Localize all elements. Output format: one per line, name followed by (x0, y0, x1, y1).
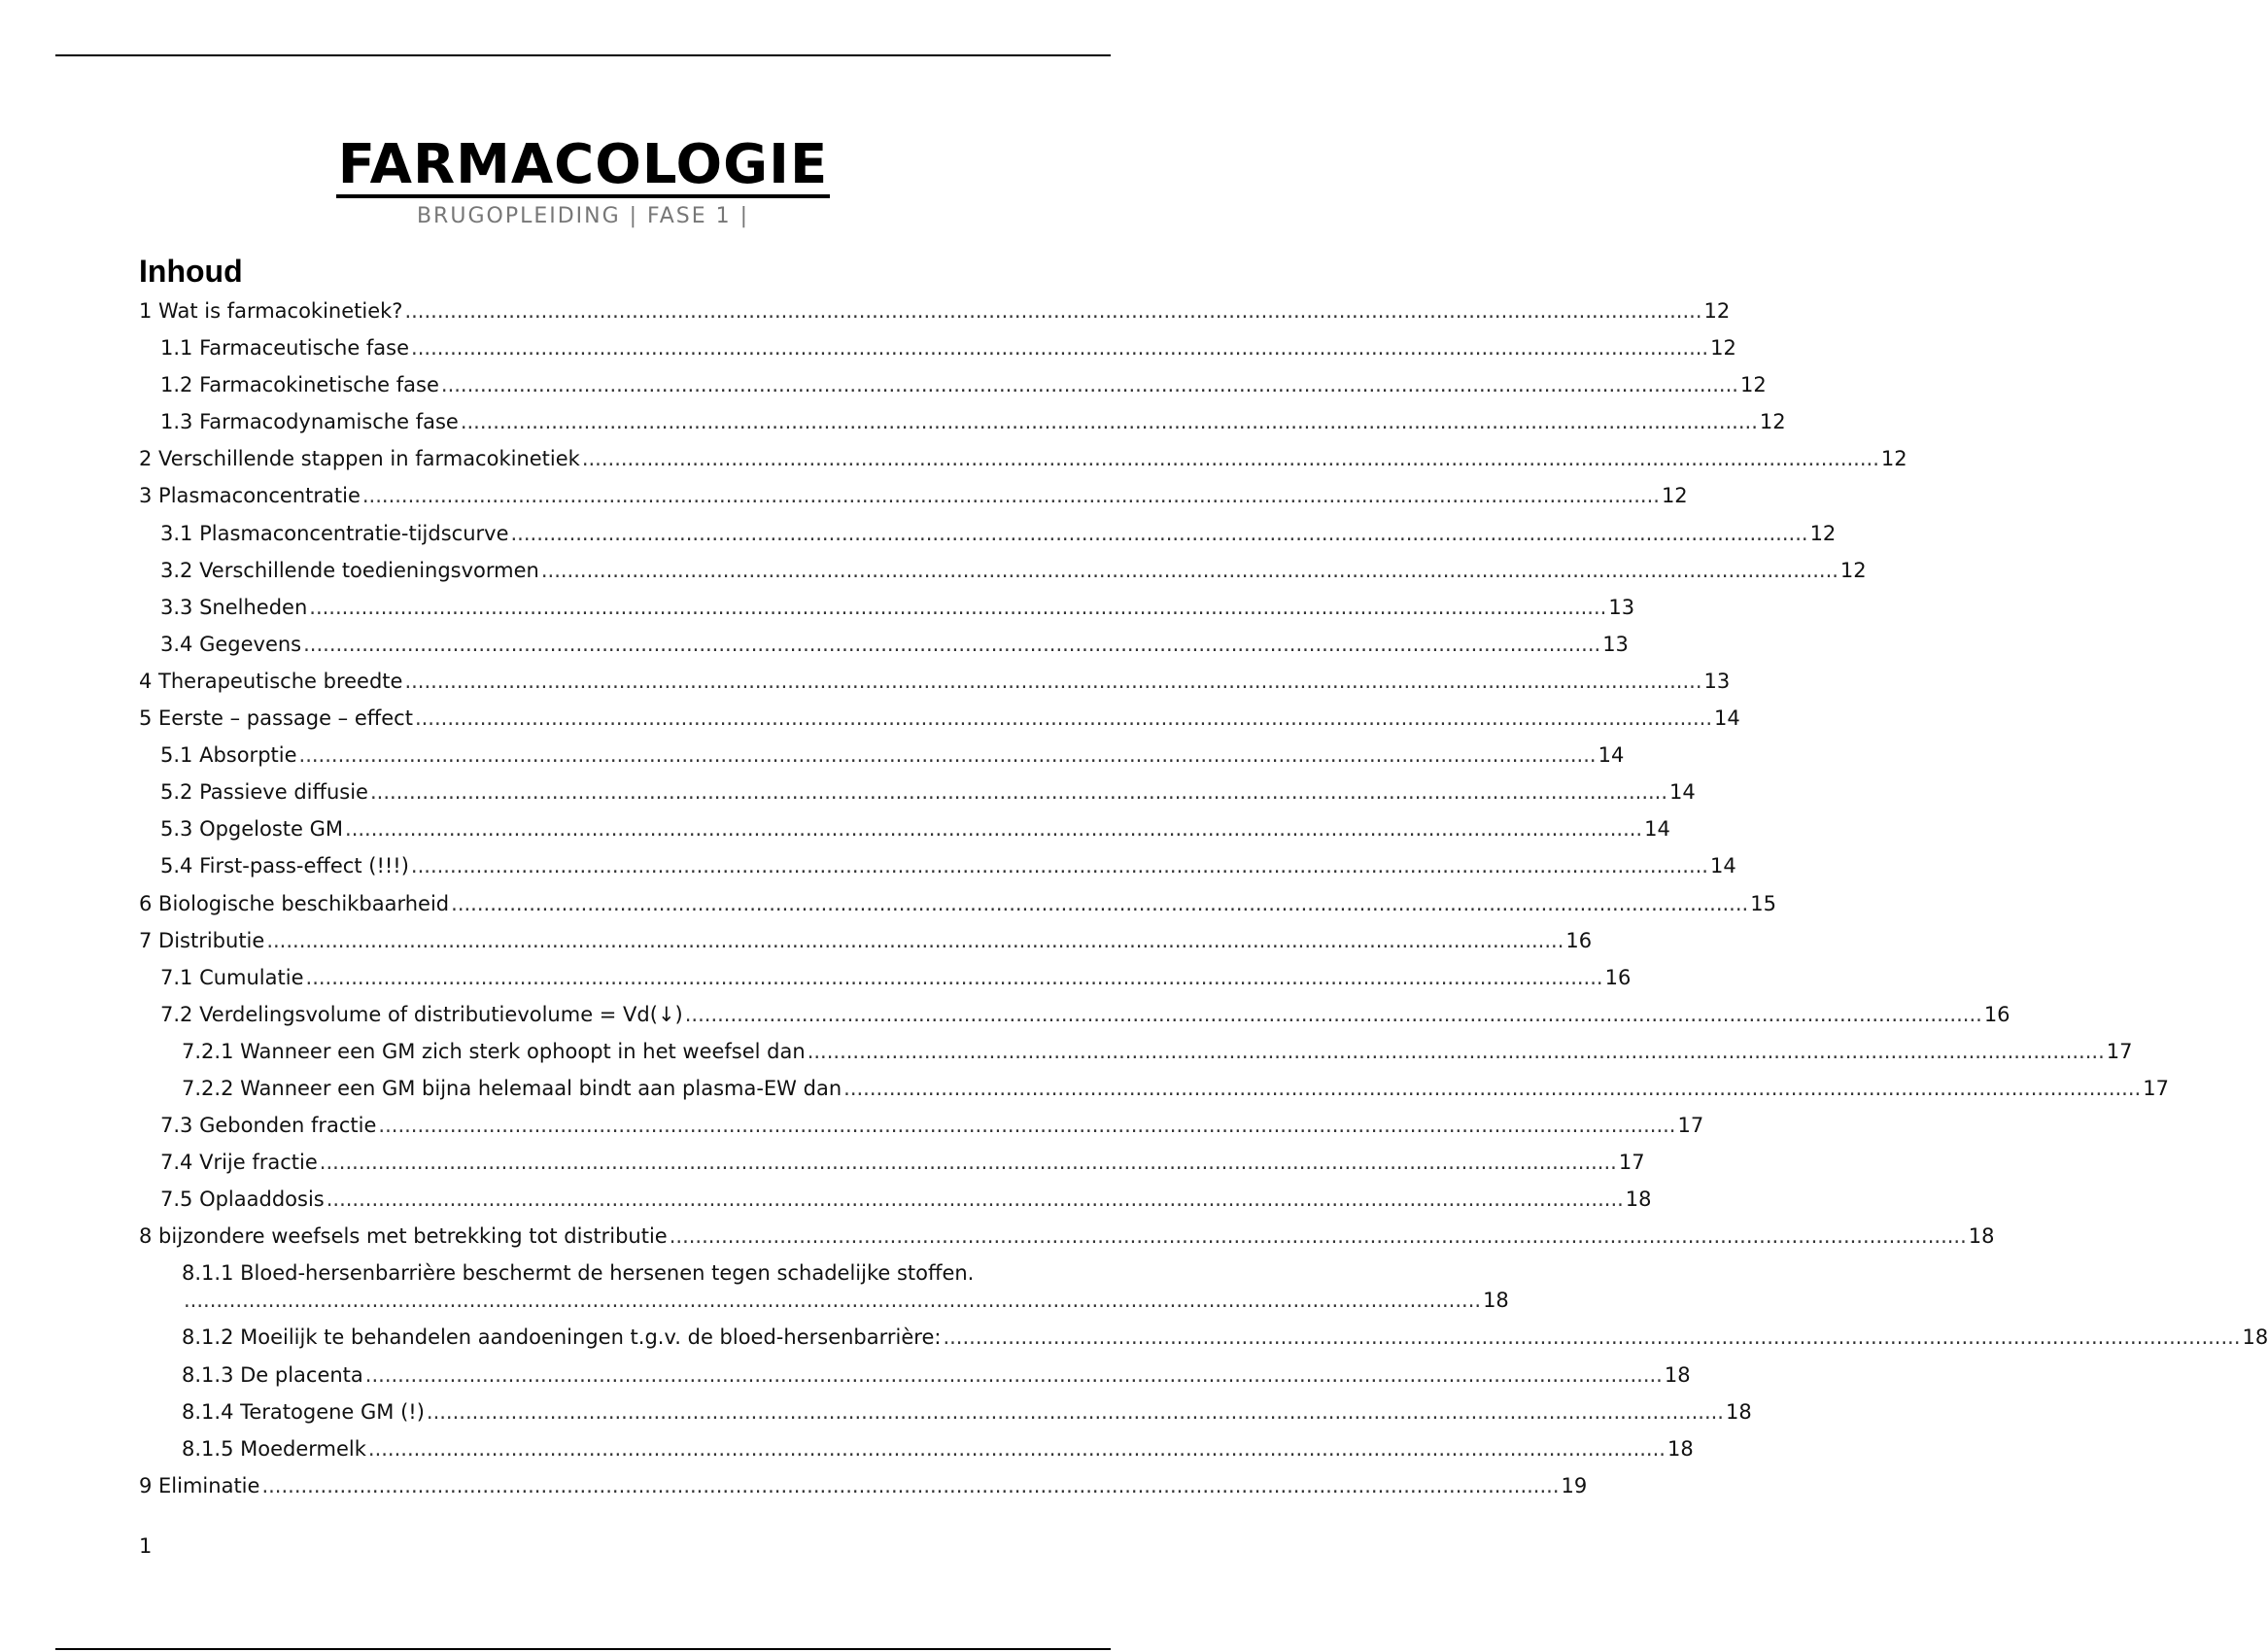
toc-entry-text: 7.4 Vrije fractie (160, 1151, 318, 1175)
toc-entry-4[interactable] (139, 668, 1731, 705)
toc-entry-text: 8.1.4 Teratogene GM (!) (182, 1399, 425, 1424)
toc-dot-leader: ........................................................................................................................................................................................................ (451, 891, 1749, 915)
toc-dot-leader: ........................................................................................................................................................................................................ (378, 1114, 1676, 1138)
toc-entry-text: 8.1.2 Moeilijk te behandelen aandoeningen t.g.v. de bloed-hersenbarrière: (182, 1325, 942, 1350)
toc-page-number: 12 (1880, 447, 1907, 471)
toc-dot-leader: ........................................................................................................................................................................................................ (266, 928, 1564, 952)
toc-entry-text: 5 Eerste – passage – effect (139, 706, 413, 731)
toc-page-number: 13 (1703, 669, 1731, 693)
toc-wrap-line (182, 1287, 1509, 1314)
toc-entry-text: 5.2 Passieve diffusie (160, 780, 368, 805)
toc-entry-1[interactable] (139, 297, 1731, 334)
toc-page-number: 14 (1709, 854, 1736, 878)
toc-entry-text: 7.2 Verdelingsvolume of distributievolume = Vd(↓) (160, 1002, 683, 1026)
toc-entry-text: 7.2.1 Wanneer een GM zich sterk ophoopt in het weefsel dan (182, 1039, 806, 1063)
toc-heading: Inhoud (139, 254, 243, 289)
toc-entry-7-2-2[interactable] (139, 1075, 2169, 1112)
toc-page-number: 18 (2242, 1325, 2268, 1350)
page-number: 1 (139, 1534, 153, 1558)
toc-dot-leader: ........................................................................................................................................................................................................ (261, 1473, 1560, 1497)
toc-entry-9[interactable] (139, 1472, 1588, 1509)
toc-dot-leader: ........................................................................................................................................................................................................ (404, 299, 1702, 323)
toc-dot-leader: ........................................................................................................................................................................................................ (540, 558, 1838, 582)
toc-entry-7-2-1[interactable] (139, 1038, 2133, 1075)
toc-page-number: 19 (1561, 1473, 1588, 1497)
toc-entry-text: 8.1.3 De placenta (182, 1362, 363, 1387)
toc-entry-text: 3.4 Gegevens (160, 632, 302, 656)
toc-page-number: 12 (1661, 484, 1688, 508)
toc-page-number: 12 (1839, 558, 1867, 582)
toc-page-number: 17 (2106, 1039, 2133, 1063)
toc-entry-text: 1.3 Farmacodynamische fase (160, 410, 459, 434)
toc-entry-1-1[interactable] (139, 334, 1736, 371)
toc-entry-text: 8.1.1 Bloed-hersenbarrière beschermt de hersenen tegen schadelijke stoffen. (182, 1261, 975, 1286)
toc-entry-8-1-1[interactable] (139, 1259, 1509, 1324)
toc-dot-leader: ........................................................................................................................................................................................................ (367, 1436, 1666, 1461)
toc-dot-leader: ........................................................................................................................................................................................................ (305, 965, 1603, 989)
toc-entry-6[interactable] (139, 890, 1776, 927)
toc-entry-text: 7.5 Oplaaddosis (160, 1187, 325, 1212)
toc-dot-leader: ........................................................................................................................................................................................................ (426, 1399, 1724, 1424)
toc-page-number: 13 (1602, 632, 1629, 656)
document-title: FARMACOLOGIE (337, 133, 829, 196)
toc-entry-1-3[interactable] (139, 408, 1786, 445)
table-of-contents (139, 297, 2268, 1509)
toc-entry-text: 6 Biologische beschikbaarheid (139, 891, 450, 915)
toc-entry-3-3[interactable] (139, 594, 1635, 631)
toc-entry-7-5[interactable] (139, 1186, 1652, 1222)
footer-rule (55, 1648, 1111, 1650)
toc-page-number: 12 (1739, 373, 1767, 397)
toc-dot-leader: ........................................................................................................................................................................................................ (326, 1187, 1624, 1212)
toc-dot-leader: ........................................................................................................................................................................................................ (807, 1039, 2105, 1063)
toc-entry-5-1[interactable] (139, 741, 1625, 778)
toc-entry-5-3[interactable] (139, 815, 1670, 852)
toc-entry-text: 3.2 Verschillende toedieningsvormen (160, 558, 539, 582)
toc-entry-3-2[interactable] (139, 557, 1867, 594)
toc-dot-leader: ........................................................................................................................................................................................................ (184, 1289, 1482, 1313)
toc-dot-leader: ........................................................................................................................................................................................................ (404, 669, 1702, 693)
toc-entry-text: 7.1 Cumulatie (160, 965, 304, 989)
toc-entry-3-1[interactable] (139, 520, 1837, 557)
toc-dot-leader: ........................................................................................................................................................................................................ (411, 336, 1709, 361)
toc-entry-text: 7.2.2 Wanneer een GM bijna helemaal bindt aan plasma-EW dan (182, 1076, 842, 1100)
toc-dot-leader: ........................................................................................................................................................................................................ (440, 373, 1738, 397)
toc-entry-7[interactable] (139, 927, 1593, 964)
toc-entry-text: 9 Eliminatie (139, 1473, 260, 1497)
toc-dot-leader: ........................................................................................................................................................................................................ (364, 1362, 1663, 1387)
toc-dot-leader: ........................................................................................................................................................................................................ (298, 743, 1597, 768)
toc-dot-leader: ........................................................................................................................................................................................................ (669, 1224, 1967, 1249)
toc-entry-8-1-3[interactable] (139, 1361, 1691, 1398)
toc-entry-7-4[interactable] (139, 1149, 1645, 1186)
toc-entry-text: 1.1 Farmaceutische fase (160, 336, 410, 361)
toc-page-number: 18 (1725, 1399, 1752, 1424)
toc-dot-leader: ........................................................................................................................................................................................................ (843, 1076, 2142, 1100)
toc-page-number: 12 (1710, 336, 1736, 361)
toc-page-number: 15 (1750, 891, 1776, 915)
toc-dot-leader: ........................................................................................................................................................................................................ (414, 706, 1713, 731)
toc-entry-text: 1 Wat is farmacokinetiek? (139, 299, 403, 323)
toc-entry-8-1-5[interactable] (139, 1435, 1694, 1472)
toc-entry-3-4[interactable] (139, 631, 1629, 668)
toc-entry-text: 8 bijzondere weefsels met betrekking tot distributie (139, 1224, 668, 1249)
toc-page-number: 16 (1983, 1002, 2010, 1026)
toc-entry-text: 5.1 Absorptie (160, 743, 297, 768)
toc-page-number: 17 (2143, 1076, 2169, 1100)
toc-page-number: 16 (1565, 928, 1593, 952)
toc-entry-text: 4 Therapeutische breedte (139, 669, 403, 693)
toc-dot-leader: ........................................................................................................................................................................................................ (943, 1325, 2241, 1350)
toc-page-number: 18 (1664, 1362, 1691, 1387)
document-subtitle: BRUGOPLEIDING | FASE 1 | (416, 204, 750, 228)
toc-entry-text: 3.1 Plasmaconcentratie-tijdscurve (160, 521, 509, 545)
toc-page-number: 13 (1608, 595, 1635, 619)
toc-entry-1-2[interactable] (139, 371, 1767, 408)
toc-entry-8-1-2[interactable] (139, 1324, 2268, 1360)
toc-dot-leader: ........................................................................................................................................................................................................ (345, 817, 1643, 842)
toc-entry-8-1-4[interactable] (139, 1398, 1752, 1435)
toc-page-number: 14 (1669, 780, 1696, 805)
toc-dot-leader: ........................................................................................................................................................................................................ (510, 521, 1808, 545)
toc-entry-5-2[interactable] (139, 778, 1696, 815)
toc-dot-leader: ........................................................................................................................................................................................................ (460, 410, 1758, 434)
toc-entry-text: 2 Verschillende stappen in farmacokinetiek (139, 447, 580, 471)
toc-entry-8[interactable] (139, 1222, 1995, 1259)
toc-entry-7-1[interactable] (139, 964, 1632, 1001)
toc-dot-leader: ........................................................................................................................................................................................................ (410, 854, 1708, 878)
toc-entry-text: 3 Plasmaconcentratie (139, 484, 361, 508)
toc-entry-5-4[interactable] (139, 852, 1736, 889)
toc-entry-7-2[interactable] (139, 1001, 2010, 1038)
toc-dot-leader: ........................................................................................................................................................................................................ (319, 1151, 1617, 1175)
toc-entry-text: 3.3 Snelheden (160, 595, 308, 619)
toc-entry-3[interactable] (139, 482, 1688, 519)
toc-entry-5[interactable] (139, 705, 1740, 741)
toc-page-number: 12 (1809, 521, 1837, 545)
toc-dot-leader: ........................................................................................................................................................................................................ (303, 632, 1601, 656)
toc-page-number: 18 (1667, 1436, 1694, 1461)
toc-dot-leader: ........................................................................................................................................................................................................ (361, 484, 1660, 508)
title-block (0, 133, 1166, 229)
toc-page-number: 16 (1604, 965, 1632, 989)
toc-dot-leader: ........................................................................................................................................................................................................ (369, 780, 1668, 805)
toc-entry-text: 8.1.5 Moedermelk (182, 1436, 366, 1461)
toc-entry-text: 7 Distributie (139, 928, 265, 952)
toc-page-number: 18 (1625, 1187, 1652, 1212)
toc-page-number: 17 (1677, 1114, 1704, 1138)
toc-page-number: 14 (1598, 743, 1625, 768)
toc-entry-text: 7.3 Gebonden fractie (160, 1114, 377, 1138)
header-rule (55, 54, 1111, 56)
toc-entry-2[interactable] (139, 445, 1907, 482)
toc-entry-text: 1.2 Farmacokinetische fase (160, 373, 439, 397)
toc-dot-leader: ........................................................................................................................................................................................................ (309, 595, 1607, 619)
toc-page-number: 12 (1703, 299, 1731, 323)
toc-page-number: 17 (1618, 1151, 1645, 1175)
toc-dot-leader: ........................................................................................................................................................................................................ (581, 447, 1879, 471)
toc-entry-7-3[interactable] (139, 1112, 1704, 1149)
toc-entry-text: 5.3 Opgeloste GM (160, 817, 344, 842)
toc-page-number: 18 (1483, 1289, 1509, 1313)
toc-page-number: 18 (1968, 1224, 1995, 1249)
toc-page-number: 12 (1759, 410, 1786, 434)
toc-entry-text: 5.4 First-pass-effect (!!!) (160, 854, 409, 878)
toc-page-number: 14 (1714, 706, 1740, 731)
toc-dot-leader: ........................................................................................................................................................................................................ (684, 1002, 1982, 1026)
toc-page-number: 14 (1644, 817, 1670, 842)
